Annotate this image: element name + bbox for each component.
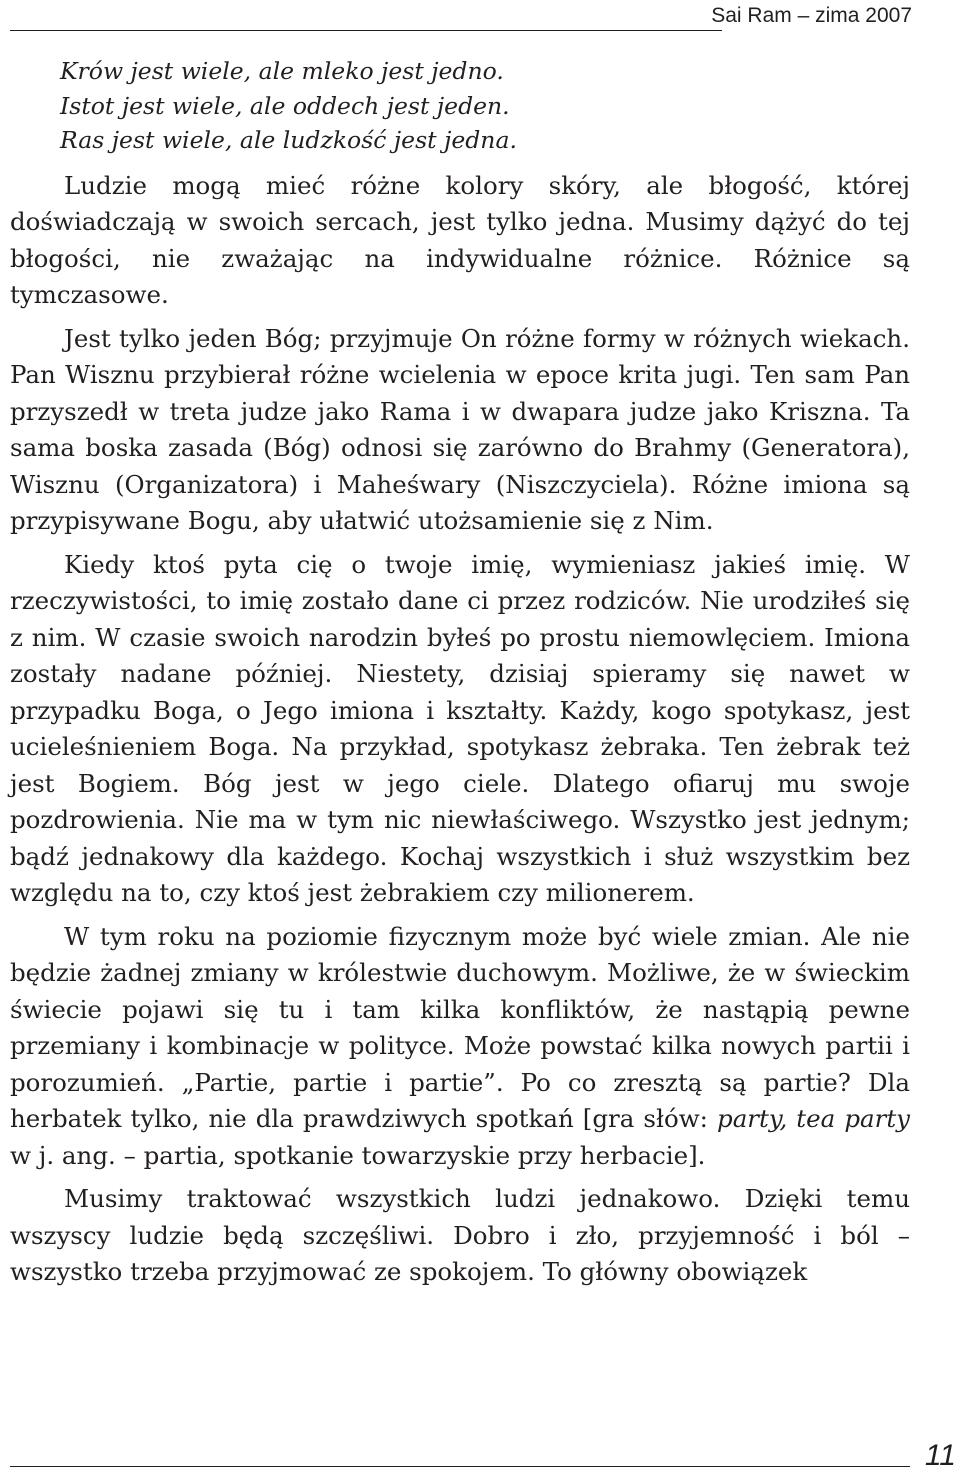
footer-rule: [10, 1466, 910, 1467]
paragraph-3: Kiedy ktoś pyta cię o twoje imię, wymieniasz jakieś imię. W rzeczywistości, to imię zostało dane ci przez rodziców. Nie urodziłeś się z nim. W czasie swoich narodzin byłeś po prostu niemowlęciem. Imiona zostały nadane później. Niestety, dzisiaj spieramy się nawet w przypadku Boga, o Jego imiona i kształty. Każdy, kogo spotykasz, jest ucieleśnieniem Boga. Na przykład, spotykasz żebraka. Ten żebrak też jest Bogiem. Bóg jest w jego ciele. Dlatego ofiaruj mu swoje pozdrowienia. Nie ma w tym nic niewłaściwego. Wszystko jest jednym; bądź jednakowy dla każdego. Kochaj wszystkich i służ wszystkim bez względu na to, czy ktoś jest żebrakiem czy milionerem.: [10, 549, 910, 907]
paragraph-5: Musimy traktować wszystkich ludzi jednakowo. Dzięki temu wszyscy ludzie będą szczęśliwi. Dobro i zło, przyjemność i ból – wszystko trzeba przyjmować ze spokojem. To główny obowiązek: [10, 1184, 910, 1286]
verse-line-2: Istot jest wiele, ale oddech jest jeden.: [60, 91, 510, 120]
page-body: [10, 54, 910, 1291]
running-title: Sai Ram – zima 2007: [711, 4, 912, 27]
paragraph-4-rest: w j. ang. – partia, spotkanie towarzyskie przy herbacie].: [10, 1140, 706, 1170]
page-number: 11: [924, 1439, 956, 1472]
paragraph-4-italic-phrase: party, tea party: [717, 1104, 911, 1133]
header-rule: [10, 30, 722, 31]
paragraph-4: [10, 919, 910, 1175]
verse-line-1: Krów jest wiele, ale mleko jest jedno.: [60, 57, 504, 85]
verse-line-3: Ras jest wiele, ale ludzkość jest jedna.: [60, 126, 517, 154]
paragraph-2: Jest tylko jeden Bóg; przyjmuje On różne formy w różnych wiekach. Pan Wisznu przybierał różne wcielenia w epoce krita jugi. Ten sam Pan przyszedł w treta judze jako Rama i w dwapara judze jako Kriszna. Ta sama boska zasada (Bóg) odnosi się zarówno do Brahmy (Generatora), Wisznu (Organizatora) i Maheśwary (Niszczyciela). Różne imiona są przypisywane Bogu, aby ułatwić utożsamienie się z Nim.: [10, 323, 910, 535]
paragraph-4-text: W tym roku na poziomie fizycznym może być wiele zmian. Ale nie będzie żadnej zmiany w królestwie duchowym. Możliwe, że w świeckim świecie pojawi się tu i tam kilka konfliktów, że nastąpią pewne przemiany i kombinacje w polityce. Może powstać kilka nowych partii i porozumień. „Partie, partie i partie”. Po co zresztą są partie? Dla herbatek tylko, nie dla prawdziwych spotkań [gra słów:: [10, 921, 910, 1133]
paragraph-1: Ludzie mogą mieć różne kolory skóry, ale błogość, której doświadczają w swoich sercach, jest tylko jedna. Musimy dążyć do tej błogości, nie zważając na indywidualne różnice. Różnice są tymczasowe.: [10, 170, 910, 309]
